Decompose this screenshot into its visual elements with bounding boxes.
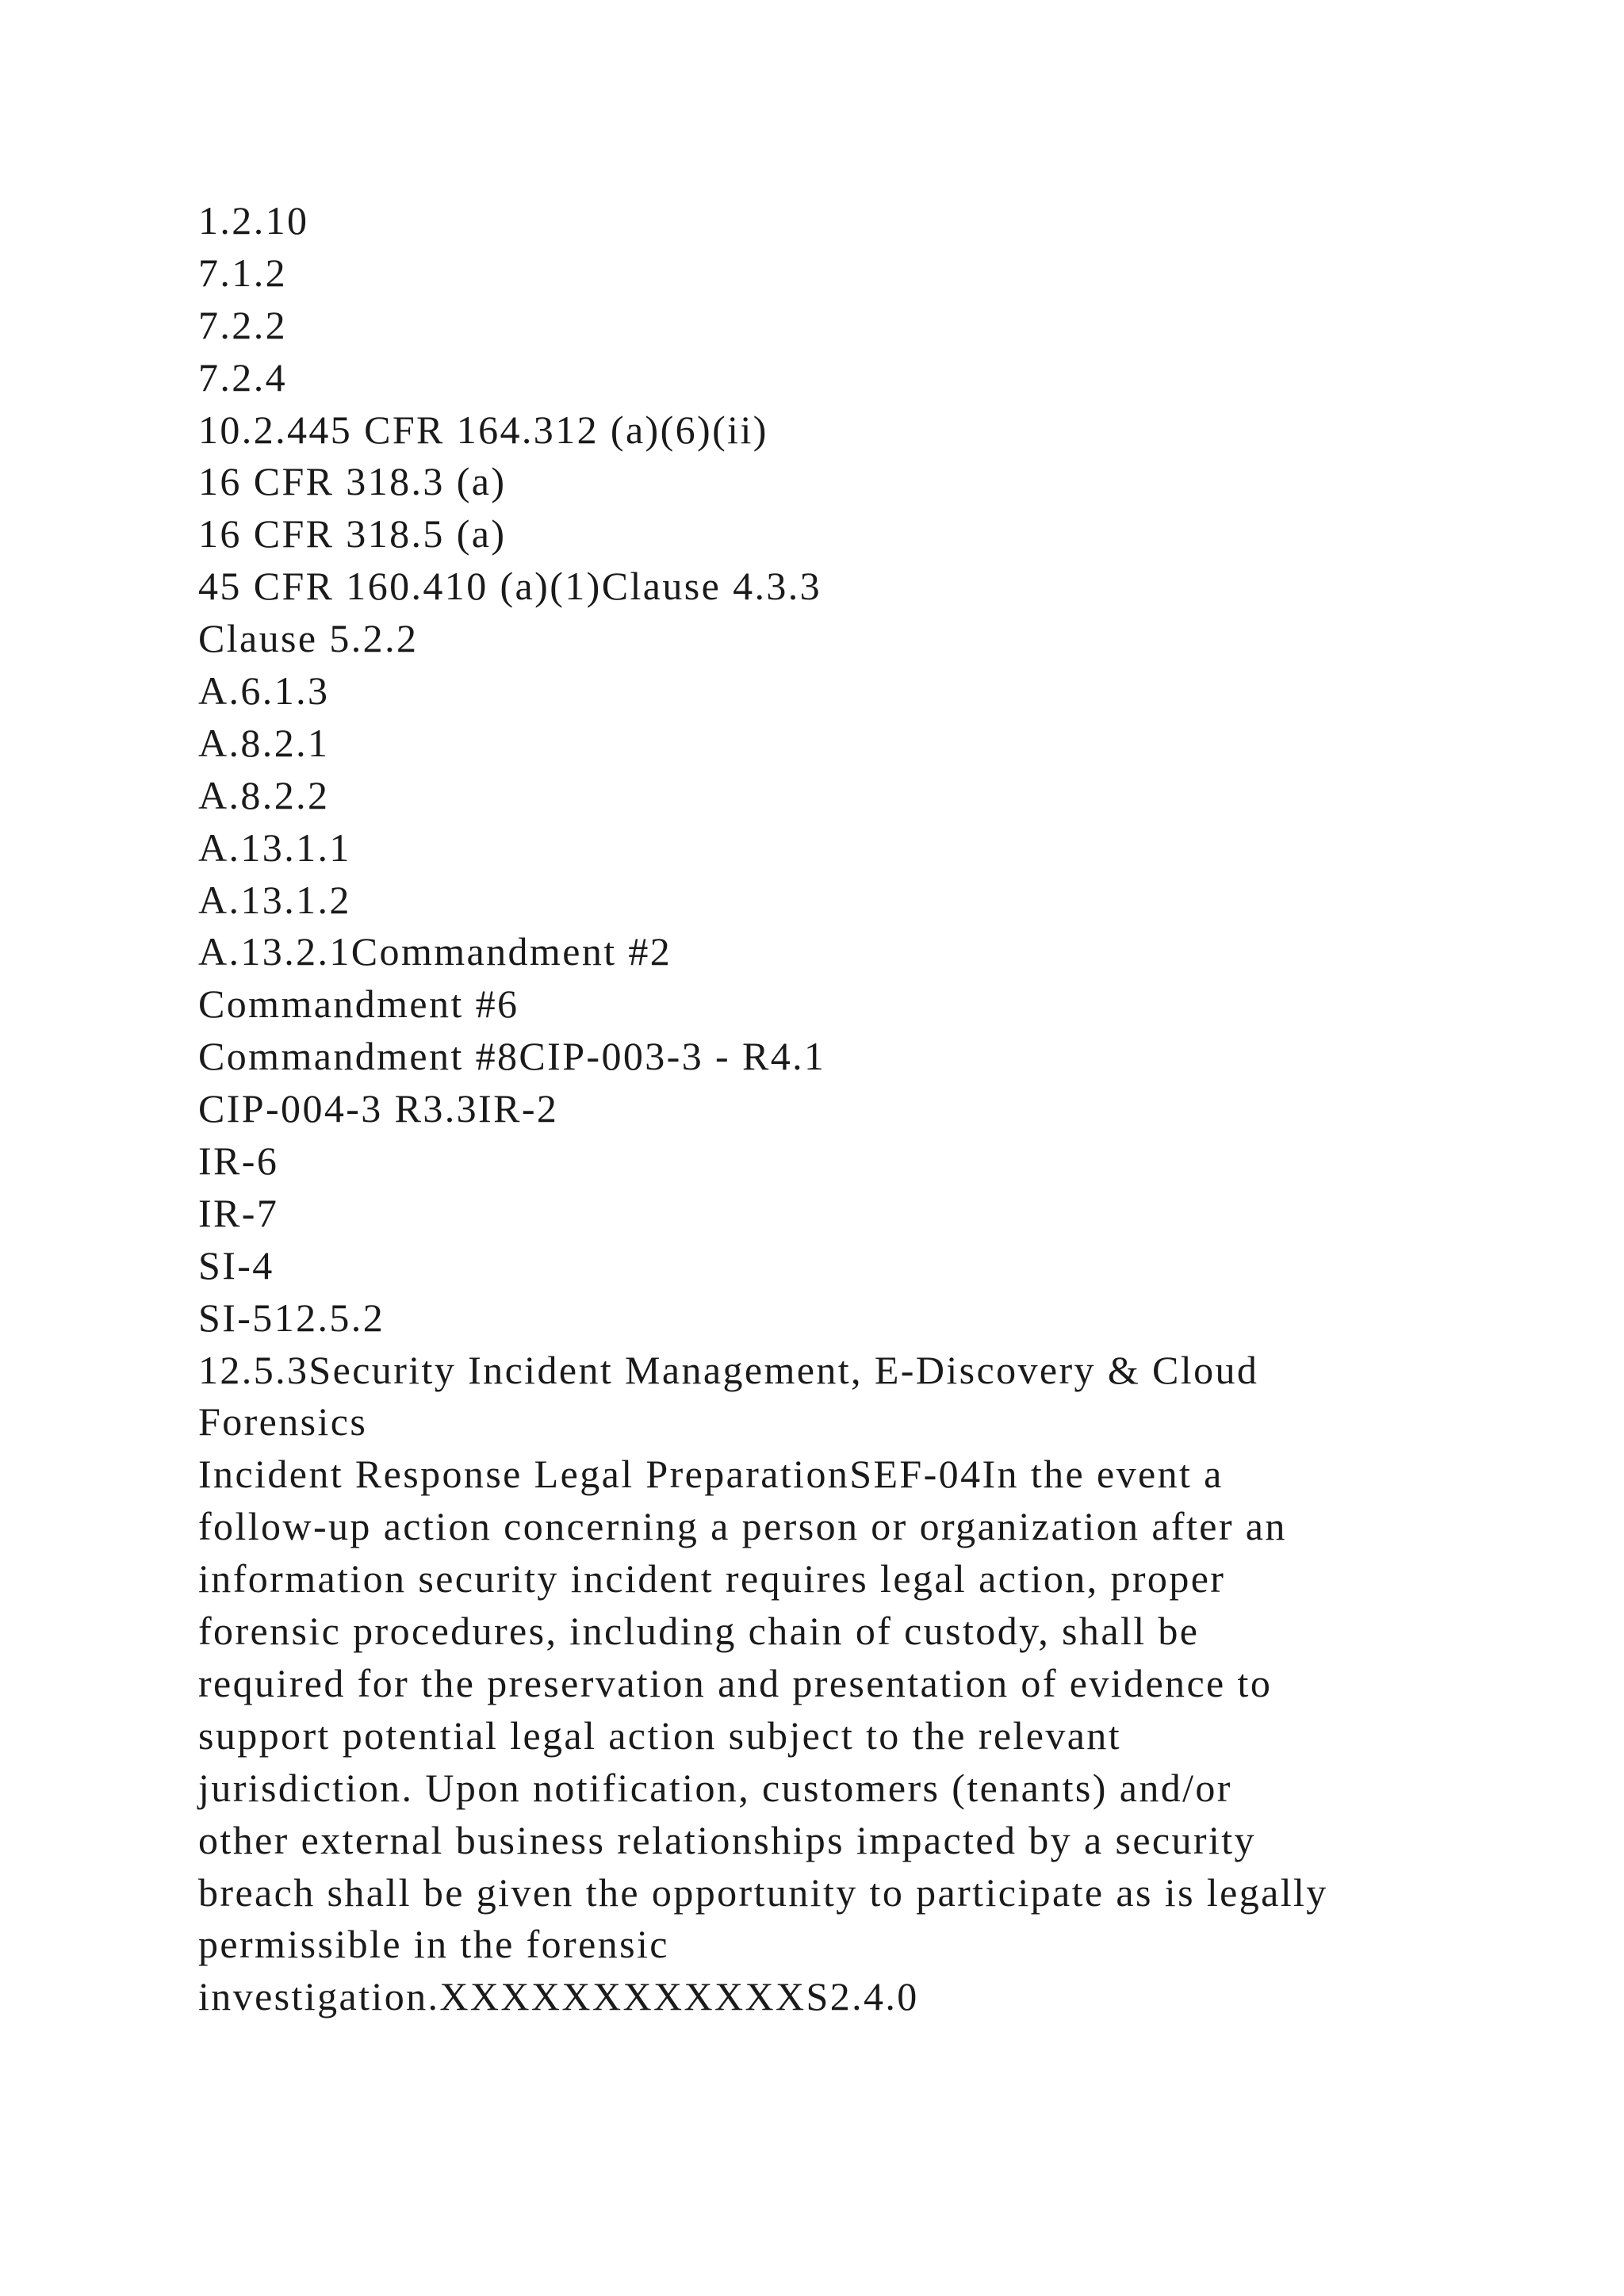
document-line: A.13.1.2 bbox=[198, 877, 351, 922]
document-line: 7.2.4 bbox=[198, 354, 287, 400]
document-line: A.13.2.1Commandment #2 bbox=[198, 929, 672, 974]
document-line: 12.5.3Security Incident Management, E-Discovery & Cloud bbox=[198, 1347, 1259, 1392]
document-line: information security incident requires legal action, proper bbox=[198, 1556, 1226, 1601]
document-line: A.13.1.1 bbox=[198, 825, 351, 870]
document-line: SI-4 bbox=[198, 1242, 274, 1288]
document-line: A.8.2.2 bbox=[198, 772, 330, 817]
document-line: 7.2.2 bbox=[198, 302, 287, 347]
document-line: required for the preservation and presentation of evidence to bbox=[198, 1660, 1273, 1705]
document-line: A.8.2.1 bbox=[198, 720, 330, 765]
document-line: IR-7 bbox=[198, 1190, 279, 1235]
document-line: A.6.1.3 bbox=[198, 668, 330, 714]
document-line: Incident Response Legal PreparationSEF-04In the event a bbox=[198, 1452, 1224, 1497]
document-line: 7.1.2 bbox=[198, 250, 287, 295]
document-line: 45 CFR 160.410 (a)(1)Clause 4.3.3 bbox=[198, 564, 822, 609]
document-body bbox=[198, 195, 1435, 2023]
document-line: CIP-004-3 R3.3IR-2 bbox=[198, 1086, 559, 1131]
document-line: Commandment #8CIP-003-3 - R4.1 bbox=[198, 1034, 826, 1079]
document-line: investigation.XXXXXXXXXXXXS2.4.0 bbox=[198, 1974, 919, 2019]
document-line: 10.2.445 CFR 164.312 (a)(6)(ii) bbox=[198, 407, 768, 452]
document-line: Clause 5.2.2 bbox=[198, 616, 419, 661]
document-line: follow-up action concerning a person or organization after an bbox=[198, 1504, 1287, 1549]
document-line: Commandment #6 bbox=[198, 982, 519, 1027]
document-line: breach shall be given the opportunity to participate as is legally bbox=[198, 1869, 1328, 1915]
document-line: jurisdiction. Upon notification, customers (tenants) and/or bbox=[198, 1765, 1232, 1810]
document-line: other external business relationships impacted by a security bbox=[198, 1817, 1256, 1862]
document-line: 16 CFR 318.3 (a) bbox=[198, 459, 507, 504]
document-line: 1.2.10 bbox=[198, 198, 309, 243]
document-line: permissible in the forensic bbox=[198, 1922, 669, 1967]
document-line: support potential legal action subject to the relevant bbox=[198, 1712, 1121, 1758]
document-line: SI-512.5.2 bbox=[198, 1295, 385, 1340]
document-line: IR-6 bbox=[198, 1138, 279, 1184]
document-line: 16 CFR 318.5 (a) bbox=[198, 511, 507, 557]
document-line: Forensics bbox=[198, 1399, 368, 1445]
document-line: forensic procedures, including chain of custody, shall be bbox=[198, 1609, 1200, 1654]
